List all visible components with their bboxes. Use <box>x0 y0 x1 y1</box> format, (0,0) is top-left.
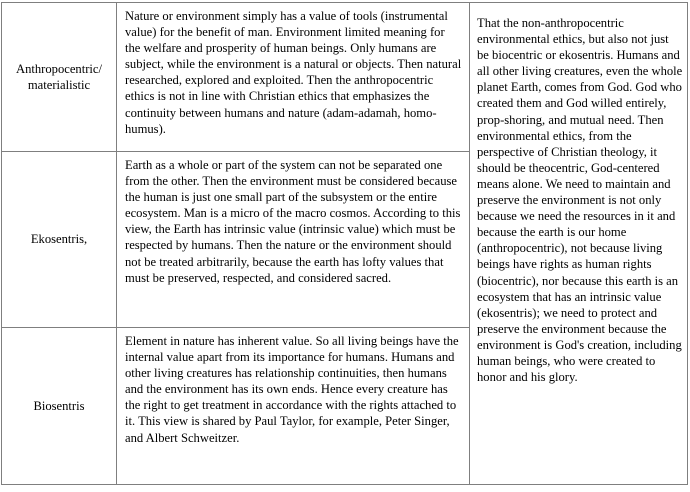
row-description-cell <box>117 152 470 328</box>
row-description-cell <box>117 3 470 152</box>
row-label-ekosentris: Ekosentris, <box>30 232 88 247</box>
row-label-biosentris: Biosentris <box>33 398 85 413</box>
row-label-cell <box>2 152 117 328</box>
theocentric-summary-text: That the non-anthropocentric environmental ethics, but also not just be biocentric or ekosentris. Humans and all other living creatures, even the whole planet Earth, comes from God. God who created them and God willed entirely, prop-shoring, and mutual need. Then environmental ethics, from the perspective of Christian theology, it should be theocentric, God-centered means alone. We need to maintain and preserve the environment is not only because we need the resources in it and because the earth is our home (anthropocentric), not because living beings have rights as human rights (biocentric), nor because this earth is an ecosystem that has an intrinsic value (ekosentris); we need to protect and preserve the environment because the environment is God's creation, including human beings, who were created to honor and his glory. <box>477 16 683 385</box>
ethics-comparison-table <box>1 2 688 485</box>
row-description-biosentris: Element in nature has inherent value. So all living beings have the internal value apart from its importance for humans. Humans and other living creatures has relationship continuities, then humans and the environment has its own ends. Hence every creature has the right to get treatment in accordance with the rights attached to it. This view is shared by Paul Taylor, for example, Peter Singer, and Albert Schweitzer. <box>125 334 459 445</box>
row-description-ekosentris: Earth as a whole or part of the system can not be separated one from the other. Then the environment must be considered because the human is just one small part of the subsystem or the entire ecosystem. Man is a micro of the macro cosmos. According to this view, the Earth has intrinsic value (intrinsic value) which must be respected by humans. Then the nature or the environment should not be treated arbitrarily, because the earth has lofty values that must be preserved, respected, and considered sacred. <box>125 158 461 285</box>
summary-cell <box>470 3 688 485</box>
row-description-anthropocentric: Nature or environment simply has a value of tools (instrumental value) for the benefit of man. Environment limited meaning for the welfare and prosperity of human beings. Only humans are subject, while the environment is a natural or objects. Then natural researched, explored and exploited. Then the anthropocentric ethics is not in line with Christian ethics that emphasizes the continuity between humans and nature (adam-adamah, homo-humus). <box>125 9 462 136</box>
row-label-cell <box>2 3 117 152</box>
table-row-anthropocentric <box>2 3 688 152</box>
row-label-anthropocentric: Anthropocentric/ materialistic <box>15 61 103 92</box>
row-description-cell <box>117 328 470 485</box>
row-label-cell <box>2 328 117 485</box>
